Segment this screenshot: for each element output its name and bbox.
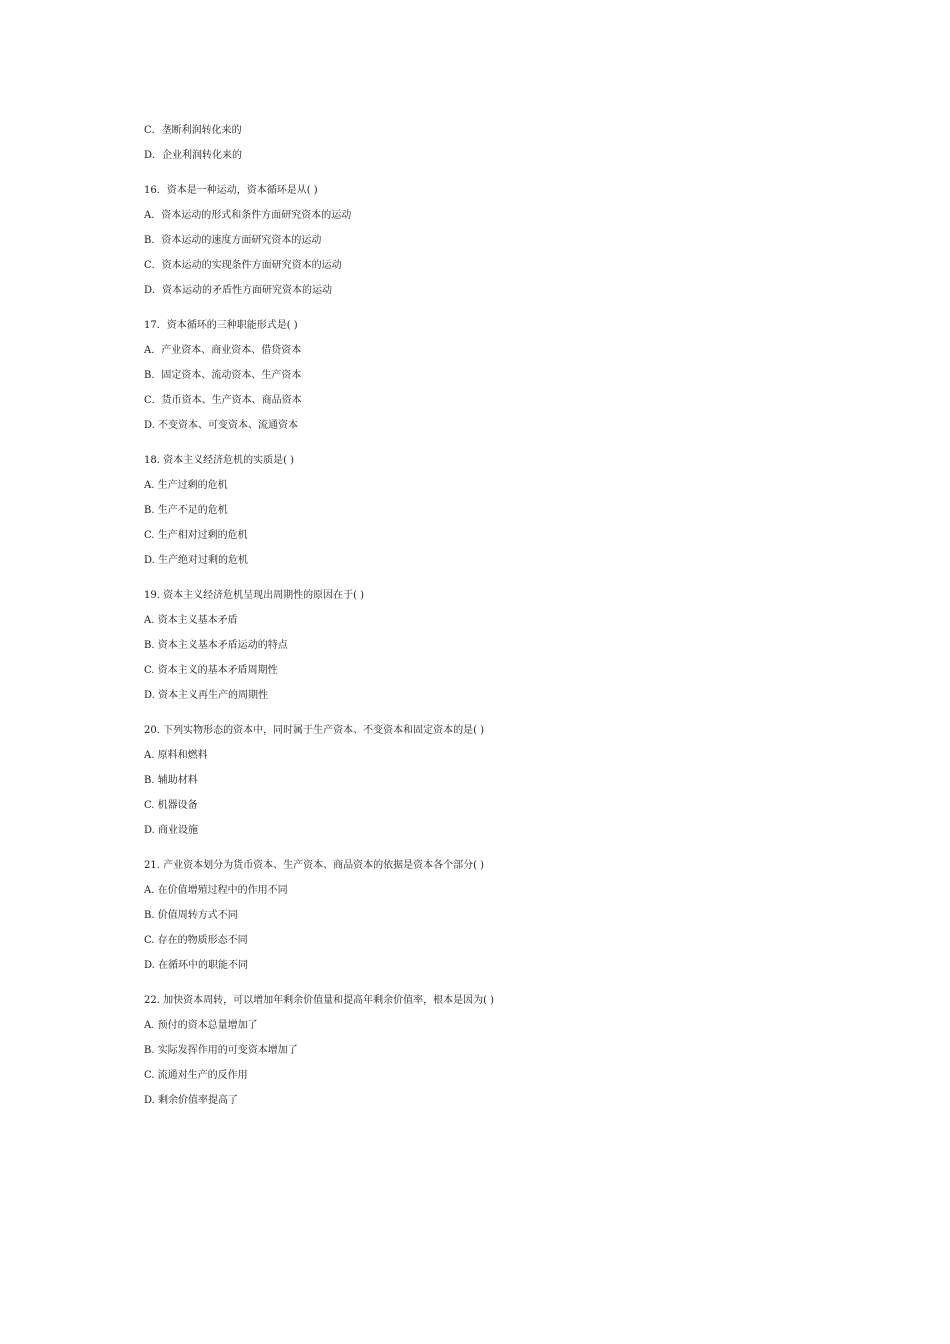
option-d: D. 不变资本、可变资本、流通资本	[144, 420, 299, 431]
option-d: D. 生产绝对过剩的危机	[144, 555, 249, 566]
option-a: A. 生产过剩的危机	[144, 480, 228, 491]
option-c: C. 生产相对过剩的危机	[144, 530, 248, 541]
question-stem: 19. 资本主义经济危机呈现出周期性的原因在于( )	[144, 590, 365, 601]
option-b: B. 辅助材料	[144, 775, 198, 786]
question-list	[144, 124, 844, 1119]
option-a: A. 在价值增殖过程中的作用不同	[144, 885, 288, 896]
option-d: D．企业利润转化来的	[144, 150, 243, 161]
option-c: C. 存在的物质形态不同	[144, 935, 248, 946]
question-18	[144, 454, 844, 567]
question-17	[144, 319, 844, 432]
option-a: A. 资本主义基本矛盾	[144, 615, 238, 626]
question-16	[144, 184, 844, 297]
question-20	[144, 724, 844, 837]
question-19	[144, 589, 844, 702]
option-b: B. 资本主义基本矛盾运动的特点	[144, 640, 288, 651]
option-d: D．资本运动的矛盾性方面研究资本的运动	[144, 285, 333, 296]
option-c: C．资本运动的实现条件方面研究资本的运动	[144, 260, 342, 271]
continued-options	[144, 124, 844, 162]
option-a: A. 预付的资本总量增加了	[144, 1020, 258, 1031]
question-stem: 21. 产业资本划分为货币资本、生产资本、商品资本的依据是资本各个部分( )	[144, 860, 485, 871]
option-c: C. 资本主义的基本矛盾周期性	[144, 665, 278, 676]
option-c: C．垄断利润转化来的	[144, 125, 242, 136]
option-b: B．资本运动的速度方面研究资本的运动	[144, 235, 322, 246]
option-a: A．产业资本、商业资本、借贷资本	[144, 345, 302, 356]
option-d: D. 资本主义再生产的周期性	[144, 690, 269, 701]
option-c: C. 流通对生产的反作用	[144, 1070, 248, 1081]
option-d: D. 在循环中的职能不同	[144, 960, 249, 971]
option-b: B. 实际发挥作用的可变资本增加了	[144, 1045, 298, 1056]
question-21	[144, 859, 844, 972]
option-b: B. 价值周转方式不同	[144, 910, 238, 921]
option-c: C．货币资本、生产资本、商品资本	[144, 395, 302, 406]
option-d: D. 剩余价值率提高了	[144, 1095, 239, 1106]
option-b: B. 生产不足的危机	[144, 505, 228, 516]
option-a: A．资本运动的形式和条件方面研究资本的运动	[144, 210, 352, 221]
question-stem: 16．资本是一种运动，资本循环是从( )	[144, 185, 318, 196]
question-stem: 18. 资本主义经济危机的实质是( )	[144, 455, 295, 466]
question-stem: 20. 下列实物形态的资本中，同时属于生产资本、不变资本和固定资本的是( )	[144, 725, 485, 736]
question-stem: 17．资本循环的三种职能形式是( )	[144, 320, 298, 331]
option-c: C. 机器设备	[144, 800, 198, 811]
option-a: A. 原料和燃料	[144, 750, 208, 761]
option-d: D. 商业设施	[144, 825, 199, 836]
option-b: B．固定资本、流动资本、生产资本	[144, 370, 302, 381]
question-22	[144, 994, 844, 1107]
question-stem: 22. 加快资本周转，可以增加年剩余价值量和提高年剩余价值率，根本是因为( )	[144, 995, 495, 1006]
